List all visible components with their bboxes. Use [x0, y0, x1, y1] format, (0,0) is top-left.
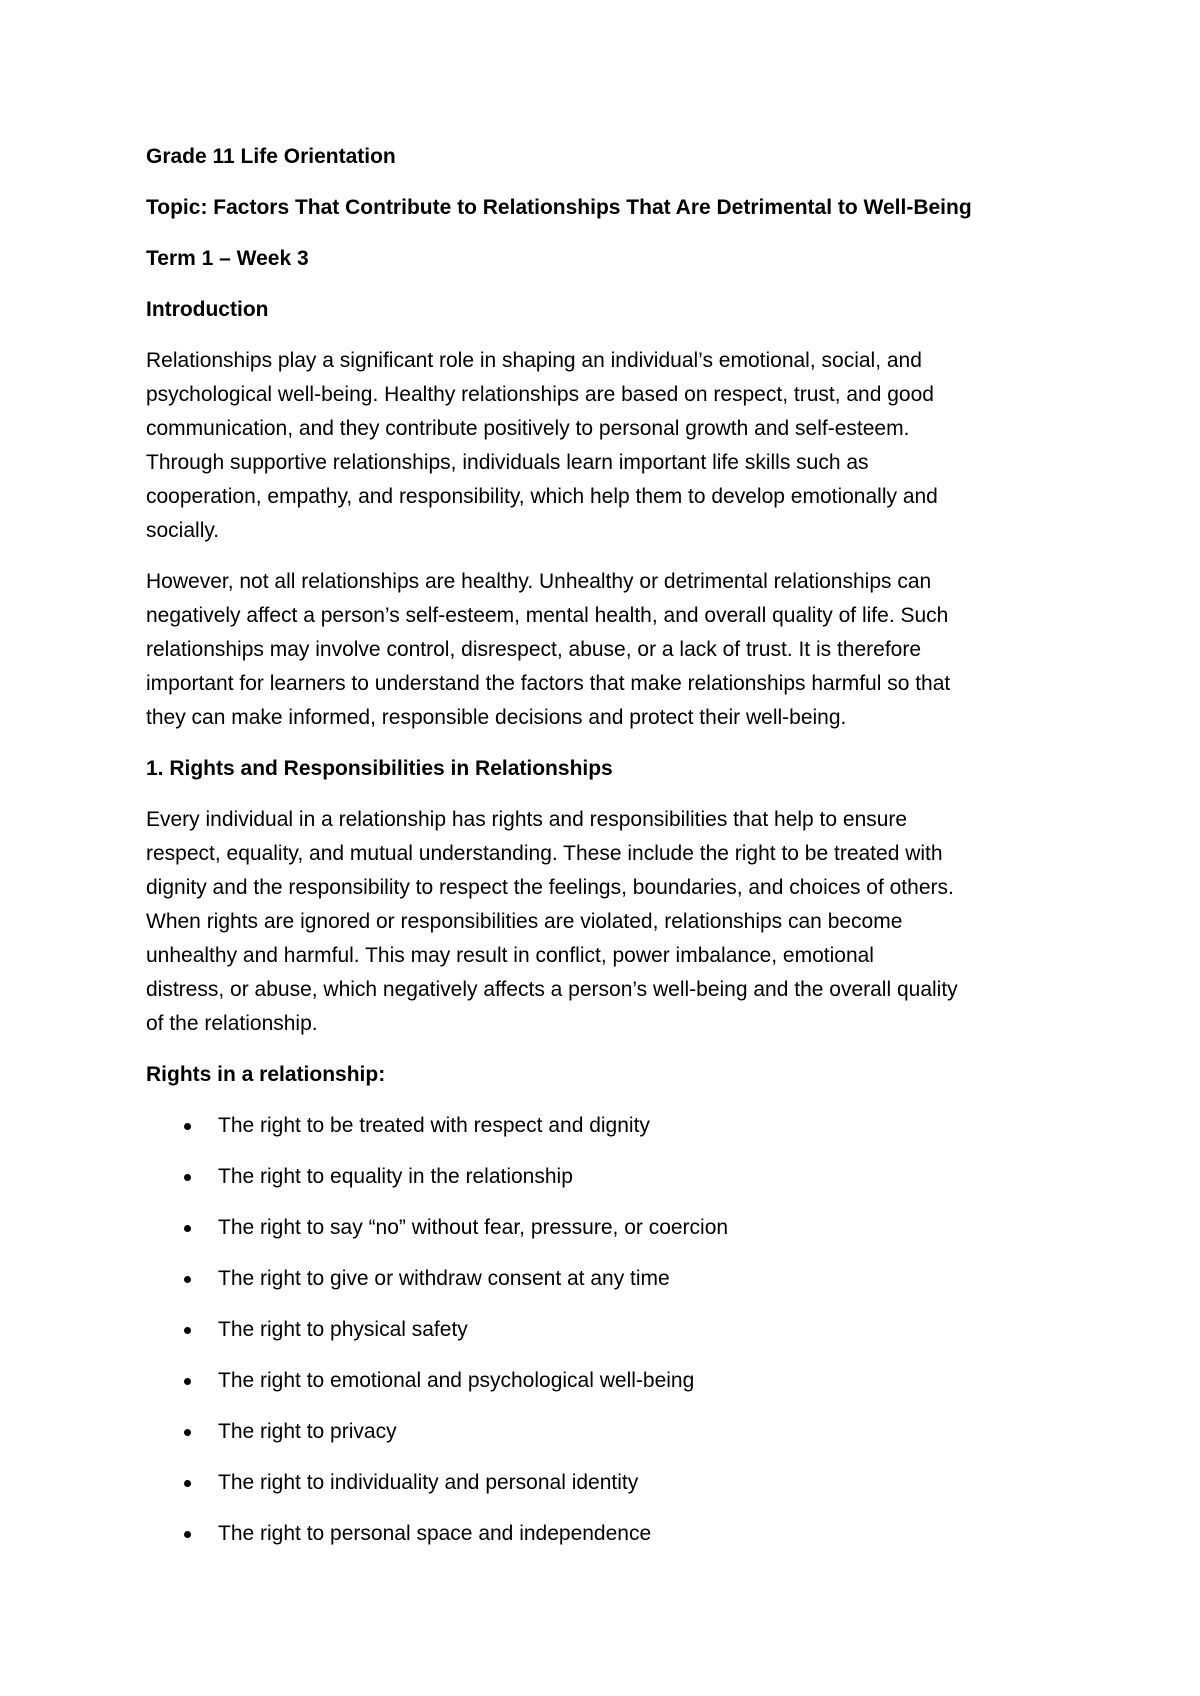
rights-list [146, 1109, 1076, 1551]
list-item-text: The right to give or withdraw consent at any time [218, 1267, 670, 1290]
paragraph-line: they can make informed, responsible decisions and protect their well-being. [146, 706, 847, 729]
bullet-icon [184, 1123, 191, 1130]
list-item-text: The right to physical safety [218, 1318, 468, 1341]
paragraph-line: dignity and the responsibility to respect the feelings, boundaries, and choices of others. [146, 876, 954, 899]
paragraph-line: cooperation, empathy, and responsibility, which help them to develop emotionally and [146, 485, 938, 508]
term-label: Term 1 – Week 3 [146, 247, 309, 270]
list-item [146, 1415, 1076, 1449]
list-item [146, 1160, 1076, 1194]
paragraph-line: communication, and they contribute positively to personal growth and self-esteem. [146, 417, 910, 440]
bullet-icon [184, 1531, 191, 1538]
list-item [146, 1364, 1076, 1398]
list-item-text: The right to say “no” without fear, pressure, or coercion [218, 1216, 729, 1239]
section-1-paragraph [146, 803, 1076, 1041]
bullet-icon [184, 1225, 191, 1232]
list-item-text: The right to emotional and psychological well-being [218, 1369, 695, 1392]
paragraph-line: socially. [146, 519, 220, 542]
paragraph-line: important for learners to understand the factors that make relationships harmful so that [146, 672, 951, 695]
paragraph-line: relationships may involve control, disrespect, abuse, or a lack of trust. It is therefore [146, 638, 922, 661]
list-item [146, 1211, 1076, 1245]
course-title: Grade 11 Life Orientation [146, 145, 396, 168]
introduction-paragraph-1 [146, 344, 1076, 548]
list-item-text: The right to privacy [218, 1420, 397, 1443]
list-item [146, 1262, 1076, 1296]
paragraph-line: negatively affect a person’s self-esteem, mental health, and overall quality of life. Such [146, 604, 949, 627]
list-item [146, 1466, 1076, 1500]
bullet-icon [184, 1429, 191, 1436]
document-page [146, 140, 1076, 1568]
bullet-icon [184, 1327, 191, 1334]
bullet-icon [184, 1276, 191, 1283]
paragraph-line: Through supportive relationships, individuals learn important life skills such as [146, 451, 869, 474]
paragraph-line: Every individual in a relationship has rights and responsibilities that help to ensure [146, 808, 908, 831]
paragraph-line: of the relationship. [146, 1012, 318, 1035]
paragraph-line: psychological well-being. Healthy relationships are based on respect, trust, and good [146, 383, 934, 406]
paragraph-line: respect, equality, and mutual understanding. These include the right to be treated with [146, 842, 943, 865]
section-1-heading: 1. Rights and Responsibilities in Relationships [146, 757, 613, 780]
list-item [146, 1313, 1076, 1347]
topic-title: Topic: Factors That Contribute to Relationships That Are Detrimental to Well-Being [146, 196, 972, 219]
list-item-text: The right to personal space and independence [218, 1522, 652, 1545]
rights-heading: Rights in a relationship: [146, 1063, 386, 1086]
list-item [146, 1109, 1076, 1143]
paragraph-line: Relationships play a significant role in shaping an individual’s emotional, social, and [146, 349, 922, 372]
paragraph-line: unhealthy and harmful. This may result in conflict, power imbalance, emotional [146, 944, 874, 967]
list-item-text: The right to individuality and personal identity [218, 1471, 639, 1494]
bullet-icon [184, 1378, 191, 1385]
list-item-text: The right to be treated with respect and dignity [218, 1114, 650, 1137]
bullet-icon [184, 1174, 191, 1181]
paragraph-line: distress, or abuse, which negatively affects a person’s well-being and the overall quality [146, 978, 958, 1001]
introduction-heading: Introduction [146, 298, 269, 321]
paragraph-line: However, not all relationships are healthy. Unhealthy or detrimental relationships can [146, 570, 932, 593]
introduction-paragraph-2 [146, 565, 1076, 735]
paragraph-line: When rights are ignored or responsibilities are violated, relationships can become [146, 910, 903, 933]
bullet-icon [184, 1480, 191, 1487]
list-item [146, 1517, 1076, 1551]
list-item-text: The right to equality in the relationship [218, 1165, 573, 1188]
